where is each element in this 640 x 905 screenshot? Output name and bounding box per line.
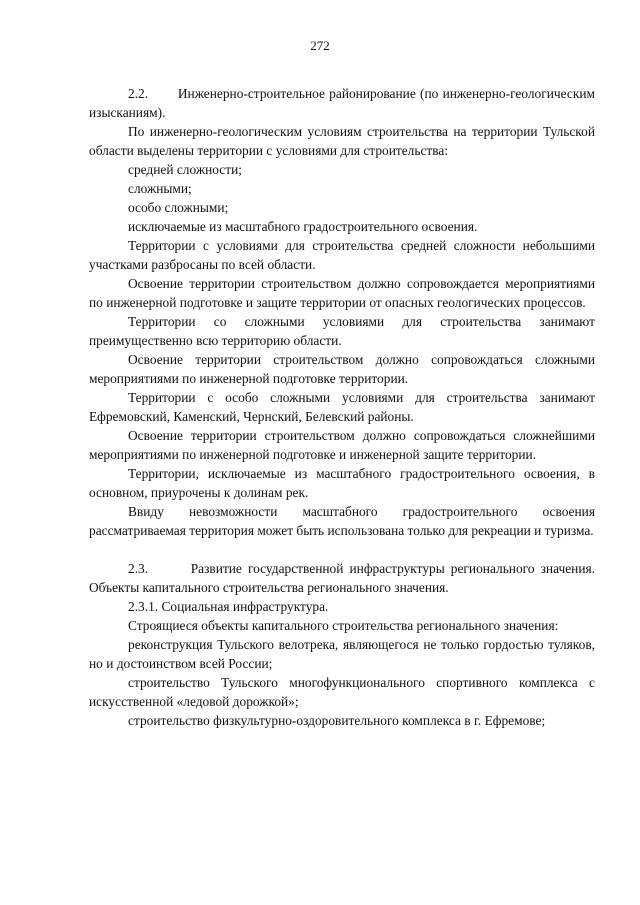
paragraph: Территории со сложными условиями для строительства занимают преимущественно всю территорию области. [89,314,595,348]
page-number: 272 [310,38,330,53]
document-body [89,84,595,730]
list-item: сложными; [128,181,192,196]
paragraph: Строящиеся объекты капитального строительства регионального значения: [128,618,559,633]
paragraph: Освоение территории строительством должно сопровождаться сложными мероприятиями по инженерной подготовке территории. [89,352,595,386]
subsection-heading-2-3-1: 2.3.1. Социальная инфраструктура. [128,599,329,614]
paragraph: По инженерно-геологическим условиям строительства на территории Тульской области выделены территории с условиями для строительства: [89,124,595,158]
paragraph: Территории с условиями для строительства средней сложности небольшими участками разбросаны по всей области. [89,238,595,272]
paragraph: Освоение территории строительством должно сопровождаться сложнейшими мероприятиями по инженерной подготовке и инженерной защите территории. [89,428,595,462]
paragraph: Территории, исключаемые из масштабного градостроительного освоения, в основном, приурочены к долинам рек. [89,466,595,500]
list-item: исключаемые из масштабного градостроительного освоения. [128,219,478,234]
paragraph: Освоение территории строительством должно сопровождается мероприятиями по инженерной подготовке и защите территории от опасных геологических процессов. [89,276,595,310]
list-item: строительство физкультурно-оздоровительного комплекса в г. Ефремове; [128,713,546,728]
list-item: средней сложности; [128,162,242,177]
list-item: строительство Тульского многофункционального спортивного комплекса с искусственной «ледовой дорожкой»; [89,675,595,709]
list-item: реконструкция Тульского велотрека, являющегося не только гордостью туляков, но и достоинством всей России; [89,637,595,671]
section-heading-2-2: 2.2. Инженерно-строительное районирование (по инженерно-геологическим изысканиям). [89,86,595,120]
paragraph: Ввиду невозможности масштабного градостроительного освоения рассматриваемая территория может быть использована только для рекреации и туризма. [89,504,595,538]
blank-line [89,540,595,559]
paragraph: Территории с особо сложными условиями для строительства занимают Ефремовский, Каменский, Чернский, Белевский районы. [89,390,595,424]
list-item: особо сложными; [128,200,229,215]
section-heading-2-3: 2.3. Развитие государственной инфраструктуры регионального значения. Объекты капитального строительства регионального значения. [89,561,595,595]
